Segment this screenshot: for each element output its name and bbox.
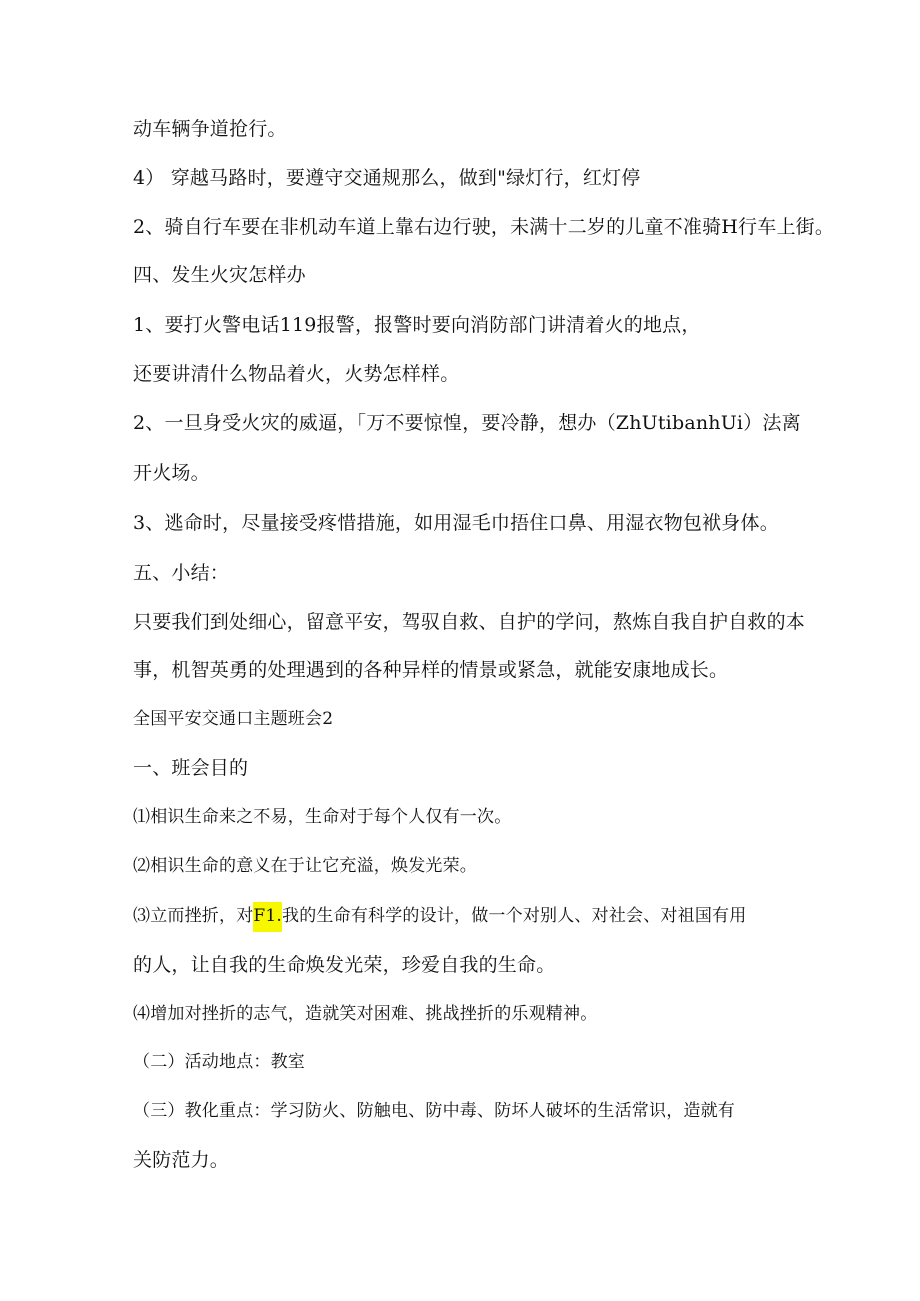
section-heading: 四、发生火灾怎样办 bbox=[133, 264, 306, 286]
text-line: 还要讲清什么物品着火，火势怎样样。 bbox=[133, 363, 460, 385]
text-line: 关防范力。 bbox=[133, 1149, 230, 1171]
text-fragment: 我的生命有科学的设计，做一个对别人、对社会、对祖国有用 bbox=[282, 906, 747, 926]
text-line: 4） 穿越马路时，要遵守交通规那么，做到"绿灯行，红灯停 bbox=[133, 167, 641, 189]
text-line: ⑵相识生命的意义在于让它充溢，焕发光荣。 bbox=[133, 856, 477, 876]
text-line: ⑴相识生命来之不易，生命对于每个人仅有一次。 bbox=[133, 807, 512, 827]
highlighted-text: F1. bbox=[253, 902, 282, 932]
text-line: 2、骑自行车要在非机动车道上靠右边行驶，未满十二岁的儿童不准骑H行车上街。 bbox=[133, 216, 835, 238]
text-line: 事，机智英勇的处理遇到的各种异样的情景或紧急，就能安康地成长。 bbox=[133, 659, 729, 681]
document-subtitle: 全国平安交通口主题班会2 bbox=[133, 709, 334, 729]
text-line bbox=[133, 904, 746, 928]
text-line: 开火场。 bbox=[133, 462, 210, 484]
text-line: 的人，让自我的生命焕发光荣，珍爱自我的生命。 bbox=[133, 954, 556, 976]
text-line: （三）教化重点：学习防火、防触电、防中毒、防坏人破坏的生活常识，造就有 bbox=[133, 1101, 735, 1121]
section-heading: 五、小结： bbox=[133, 562, 230, 584]
text-line: 2、一旦身受火灾的威逼，「万不要惊惶，要冷静，想办（ZhUtibanhUi）法离 bbox=[133, 412, 801, 434]
text-line: 1、要打火警电话119报警，报警时要向消防部门讲清着火的地点， bbox=[133, 314, 701, 336]
text-line: 3、逃命时，尽量接受疼惜措施，如用湿毛巾捂住口鼻、用湿衣物包袱身体。 bbox=[133, 512, 779, 534]
section-heading: 一、班会目的 bbox=[133, 757, 249, 779]
text-line: 只要我们到处细心，留意平安，驾驭自救、自护的学问，熬炼自我自护自救的本 bbox=[133, 611, 806, 633]
text-fragment: ⑶立而挫折，对 bbox=[133, 906, 254, 926]
text-line: ⑷增加对挫折的志气，造就笑对困难、挑战挫折的乐观精神。 bbox=[133, 1004, 598, 1024]
text-line: （二）活动地点：教室 bbox=[133, 1052, 305, 1072]
text-line: 动车辆争道抢行。 bbox=[133, 118, 287, 140]
